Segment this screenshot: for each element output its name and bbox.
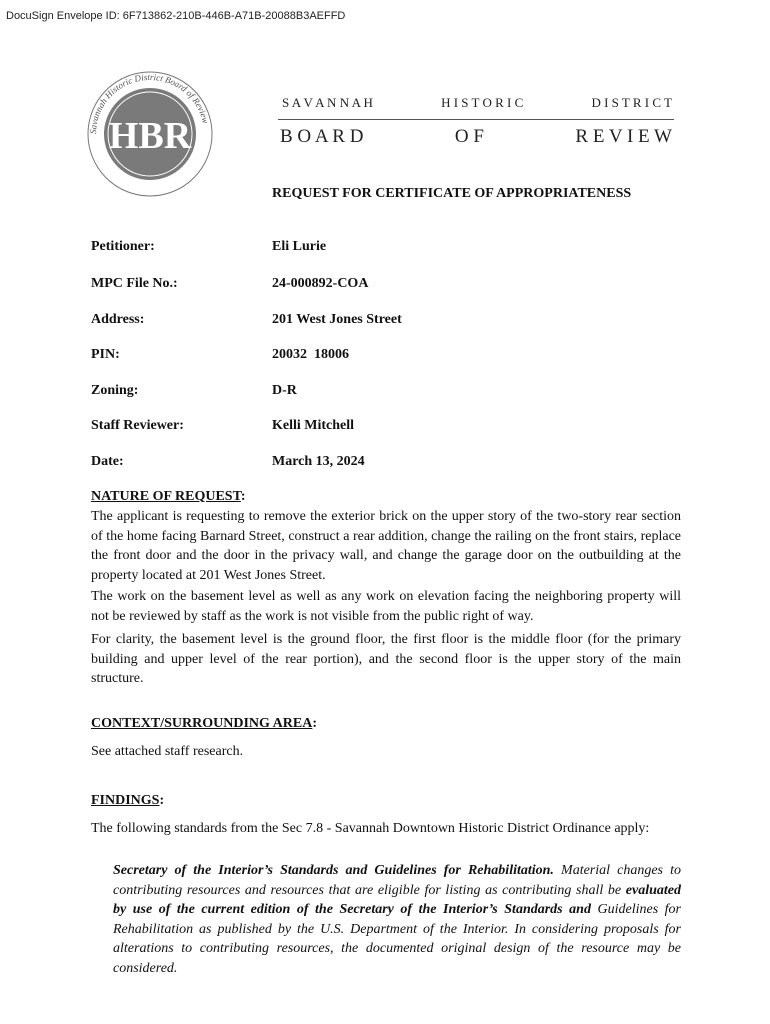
header-word: B O A R D (280, 126, 364, 147)
date-value: March 13, 2024 (272, 454, 365, 469)
zoning-value: D-R (272, 383, 297, 398)
address-label: Address: (91, 312, 145, 327)
secretary-standards-quote: Secretary of the Interior’s Standards and Guidelines for Rehabilitation. Material changes to contributing resources and resources that are eligible for listing as contributing shall be evaluated by use of the current edition of the Secretary of the Interior’s Standards and Guidelines for Rehabilitation as published by the U.S. Department of the Interior. In considering proposals for alterations to contributing resources, the documented original design of the resource may be considered. (113, 863, 682, 976)
header-word: D I S T R I C T (591, 95, 672, 110)
header-line-savannah-historic-district (282, 95, 672, 111)
mpc-file-value: 24-000892-COA (272, 276, 369, 291)
seal-letters: HBR (108, 115, 192, 157)
petitioner-value: Eli Lurie (272, 239, 327, 254)
document-title: REQUEST FOR CERTIFICATE OF APPROPRIATENESS (272, 186, 632, 201)
staff-reviewer-label: Staff Reviewer: (91, 418, 184, 433)
zoning-label: Zoning: (91, 383, 139, 398)
header-word: O F (454, 126, 484, 147)
docusign-envelope-id: DocuSign Envelope ID: 6F713862-210B-446B-A71B-20088B3AEFFD (6, 10, 346, 22)
findings-heading: FINDINGS: (91, 793, 165, 808)
header-divider (278, 119, 674, 120)
header-line-board-of-review (280, 126, 672, 148)
pin-label: PIN: (91, 347, 120, 362)
nature-paragraph-1: The applicant is requesting to remove the exterior brick on the upper story of the two-story rear section of the home facing Barnard Street, construct a rear addition, change the railing on the front stairs, replace the front door and the door in the privacy wall, and change the garage door on the outbuilding at the property located at 201 West Jones Street. (91, 509, 681, 583)
seal-ring-text: Savannah Historic District Board of Review (87, 71, 211, 135)
findings-intro: The following standards from the Sec 7.8 - Savannah Downtown Historic District Ordinance apply: (91, 821, 650, 836)
nature-paragraph-2: The work on the basement level as well as any work on elevation facing the neighboring property will not be reviewed by staff as the work is not visible from the public right of way. (91, 589, 681, 624)
staff-reviewer-value: Kelli Mitchell (272, 418, 355, 433)
nature-paragraph-3: For clarity, the basement level is the ground floor, the first floor is the middle floor (for the primary building and upper level of the rear portion), and the second floor is the upper story of the main structure. (91, 632, 681, 686)
pin-value: 20032 18006 (272, 347, 349, 362)
context-paragraph: See attached staff research. (91, 744, 244, 759)
address-value: 201 West Jones Street (272, 312, 402, 327)
date-label: Date: (91, 454, 124, 469)
context-heading: CONTEXT/SURROUNDING AREA: (91, 716, 317, 731)
header-word: S A V A N N A H (282, 95, 373, 110)
mpc-file-label: MPC File No.: (91, 276, 178, 291)
nature-of-request-heading: NATURE OF REQUEST: (91, 489, 246, 504)
petitioner-label: Petitioner: (91, 239, 155, 254)
hbr-seal-logo (84, 68, 216, 200)
header-word: R E V I E W (575, 126, 672, 147)
header-word: H I S T O R I C (441, 95, 524, 110)
